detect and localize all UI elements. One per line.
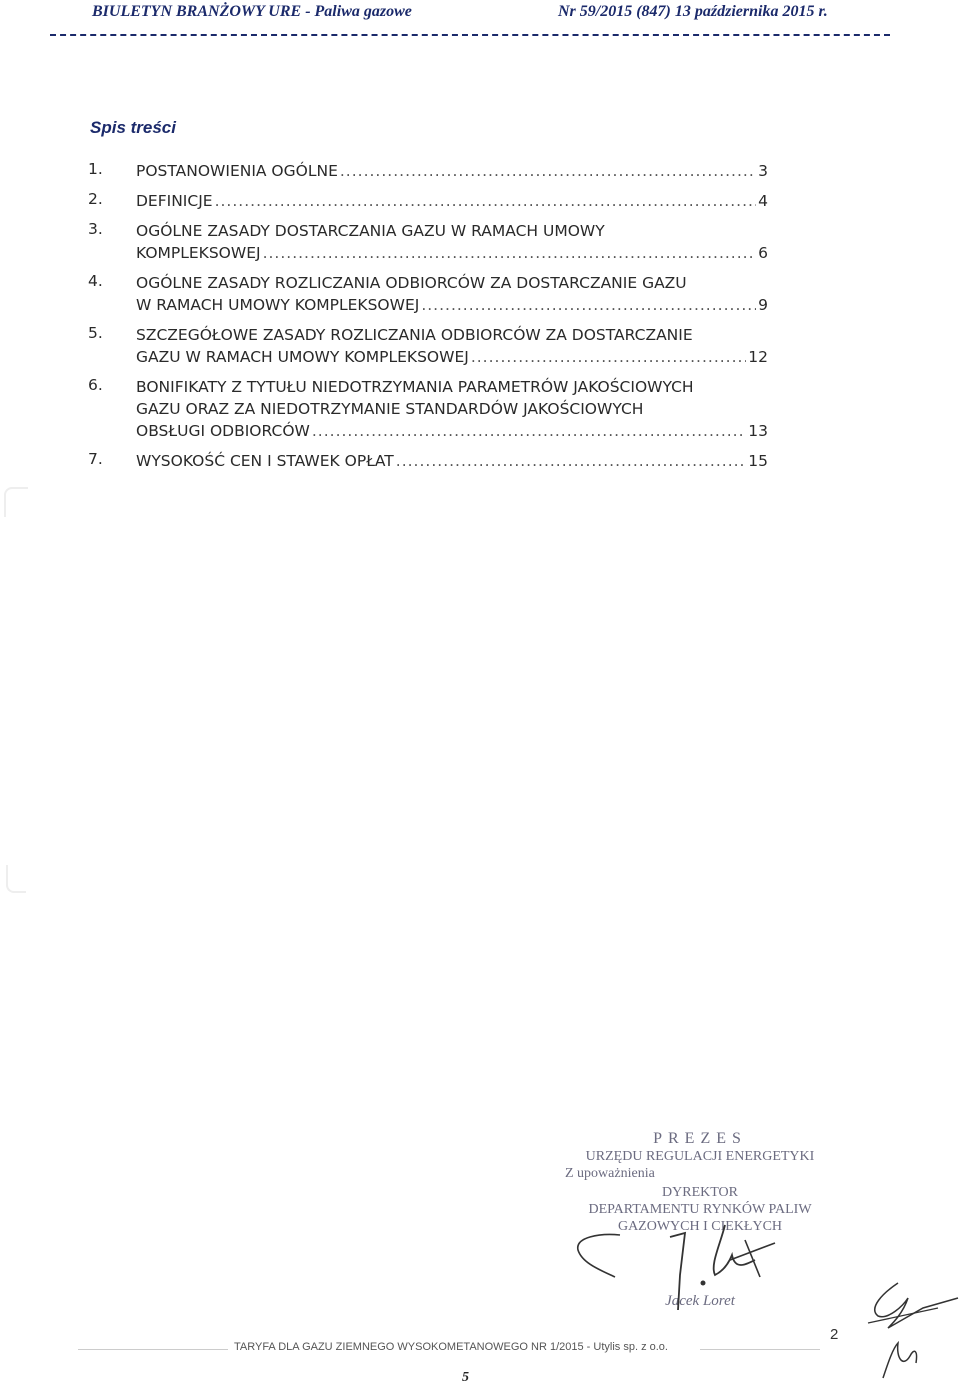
dot-leader [312, 420, 746, 442]
bulletin-title: BIULETYN BRANŻOWY URE - Paliwa gazowe [92, 3, 412, 20]
toc-entry-number: 3. [88, 220, 103, 238]
toc-entry-title-line: DEFINICJE [136, 192, 213, 210]
toc-entry-page: 3 [758, 162, 768, 180]
stamp-department-2: GAZOWYCH I CIEKŁYCH [617, 1219, 783, 1234]
stamp-role: DYREKTOR [662, 1185, 738, 1200]
stamp-authorization: Z upoważnienia [565, 1166, 655, 1181]
bulletin-page-number: 5 [462, 1370, 469, 1385]
table-of-contents [88, 160, 768, 480]
footer-rule-left [78, 1349, 228, 1350]
dot-leader [396, 450, 746, 472]
toc-entry-title-line: KOMPLEKSOWEJ [136, 244, 261, 262]
toc-entry-page: 4 [758, 192, 768, 210]
toc-entry-number: 1. [88, 160, 103, 178]
toc-entry-page: 9 [758, 296, 768, 314]
toc-entry-page: 15 [748, 452, 768, 470]
toc-entry-number: 6. [88, 376, 103, 394]
toc-entry[interactable] [88, 376, 768, 442]
toc-entry-title-line: OGÓLNE ZASADY DOSTARCZANIA GAZU W RAMACH UMOWY [136, 222, 605, 240]
toc-entry-title-line: SZCZEGÓŁOWE ZASADY ROZLICZANIA ODBIORCÓW ZA DOSTARCZANIE [136, 326, 693, 344]
toc-entry[interactable] [88, 450, 768, 472]
dot-leader [471, 346, 746, 368]
toc-entry-page: 12 [748, 348, 768, 366]
toc-entry-title-line: W RAMACH UMOWY KOMPLEKSOWEJ [136, 296, 420, 314]
dot-leader [263, 242, 757, 264]
stamp-signer: Jacek Loret [665, 1293, 735, 1309]
toc-title: Spis treści [90, 118, 176, 137]
footer-rule-right [700, 1349, 820, 1350]
toc-entry-title-line: POSTANOWIENIA OGÓLNE [136, 162, 338, 180]
toc-entry-title-line: OGÓLNE ZASADY ROZLICZANIA ODBIORCÓW ZA DOSTARCZANIE GAZU [136, 274, 687, 292]
stamp-title: PREZES [653, 1130, 747, 1147]
scan-mark [6, 865, 26, 893]
toc-entry-number: 5. [88, 324, 103, 342]
dot-leader [421, 294, 756, 316]
toc-entry-number: 4. [88, 272, 103, 290]
stamp-department-1: DEPARTAMENTU RYNKÓW PALIW [588, 1202, 812, 1217]
scan-mark [4, 487, 28, 517]
header-divider [50, 34, 890, 36]
issue-number-date: Nr 59/2015 (847) 13 października 2015 r. [558, 3, 828, 20]
toc-entry-page: 13 [748, 422, 768, 440]
toc-entry-title-line: WYSOKOŚĆ CEN I STAWEK OPŁAT [136, 452, 394, 470]
toc-entry[interactable] [88, 160, 768, 182]
toc-entry-page: 6 [758, 244, 768, 262]
toc-entry-title-line: GAZU ORAZ ZA NIEDOTRZYMANIE STANDARDÓW JAKOŚCIOWYCH [136, 400, 644, 418]
handwritten-initials [848, 1268, 960, 1388]
toc-entry-title-line: BONIFIKATY Z TYTUŁU NIEDOTRZYMANIA PARAMETRÓW JAKOŚCIOWYCH [136, 378, 694, 396]
toc-entry[interactable] [88, 190, 768, 212]
toc-entry[interactable] [88, 272, 768, 316]
toc-entry[interactable] [88, 324, 768, 368]
handwritten-signature [560, 1215, 830, 1315]
footer-page-number: 2 [830, 1326, 839, 1343]
dot-leader [215, 190, 757, 212]
stamp-office: URZĘDU REGULACJI ENERGETYKI [585, 1149, 815, 1164]
toc-entry-number: 2. [88, 190, 103, 208]
toc-entry-title-line: GAZU W RAMACH UMOWY KOMPLEKSOWEJ [136, 348, 469, 366]
footer-text: TARYFA DLA GAZU ZIEMNEGO WYSOKOMETANOWEGO NR 1/2015 - Utylis sp. z o.o. [234, 1341, 668, 1353]
dot-leader [340, 160, 756, 182]
page-header [0, 0, 960, 40]
toc-entry[interactable] [88, 220, 768, 264]
toc-entry-number: 7. [88, 450, 103, 468]
toc-entry-title-line: OBSŁUGI ODBIORCÓW [136, 422, 310, 440]
